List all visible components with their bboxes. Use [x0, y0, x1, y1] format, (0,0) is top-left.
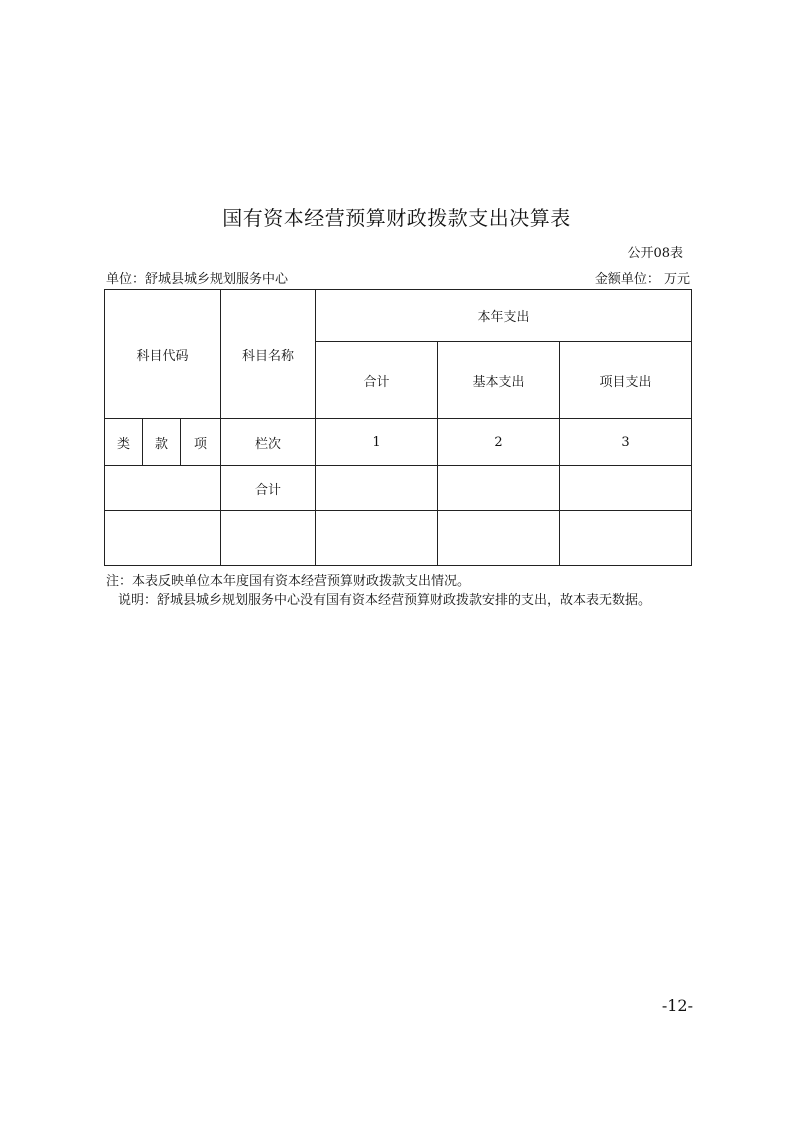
header-basic: 基本支出 [438, 342, 560, 419]
total-row-label: 合计 [221, 466, 316, 511]
empty-row-project [560, 511, 692, 566]
page-number: -12- [661, 996, 693, 1015]
total-row-total [316, 466, 438, 511]
column-index-2: 2 [438, 419, 560, 466]
form-number: 公开08表 [627, 246, 683, 261]
header-subject-name: 科目名称 [221, 290, 316, 419]
amount-unit-label: 金额单位： 万元 [594, 272, 690, 287]
empty-row-name [221, 511, 316, 566]
page-title: 国有资本经营预算财政拨款支出决算表 [222, 206, 571, 230]
total-row-basic [438, 466, 560, 511]
header-current-year: 本年支出 [316, 290, 692, 342]
notes [106, 572, 651, 610]
empty-row [105, 511, 692, 566]
unit-label: 单位：舒城县城乡规划服务中心 [106, 272, 289, 287]
column-index-1: 1 [316, 419, 438, 466]
empty-row-code [105, 511, 221, 566]
header-subject-code: 科目代码 [105, 290, 221, 419]
header-column-index: 栏次 [221, 419, 316, 466]
header-class: 类 [105, 419, 143, 466]
unit-row [106, 268, 690, 287]
header-project: 项目支出 [560, 342, 692, 419]
header-section: 款 [143, 419, 181, 466]
total-row-code [105, 466, 221, 511]
total-row [105, 466, 692, 511]
note-scope: 注：本表反映单位本年度国有资本经营预算财政拨款支出情况。 [106, 574, 471, 589]
budget-table [104, 289, 692, 566]
empty-row-total [316, 511, 438, 566]
header-total: 合计 [316, 342, 438, 419]
empty-row-basic [438, 511, 560, 566]
column-index-3: 3 [560, 419, 692, 466]
note-explanation: 说明：舒城县城乡规划服务中心没有国有资本经营预算财政拨款安排的支出，故本表无数据。 [118, 593, 652, 608]
header-item: 项 [181, 419, 221, 466]
total-row-project [560, 466, 692, 511]
